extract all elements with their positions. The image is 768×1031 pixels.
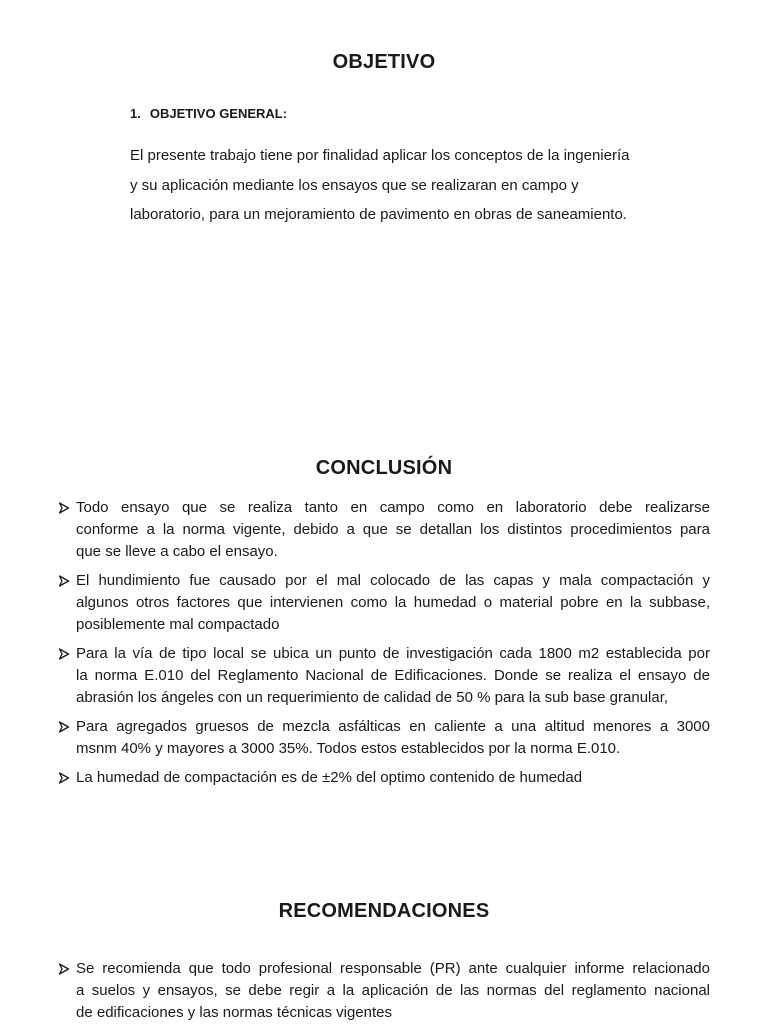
list-item-line: Se recomienda que todo profesional responsable (PR) ante cualquier informe relacionado	[76, 960, 710, 977]
paragraph-line: laboratorio, para un mejoramiento de pavimento en obras de saneamiento.	[130, 206, 627, 223]
list-item-line: de edificaciones y las normas técnicas vigentes	[76, 1004, 392, 1021]
list-item-line: El hundimiento fue causado por el mal colocado de las capas y mala compactación y	[76, 572, 710, 589]
paragraph-line: y su aplicación mediante los ensayos que se realizaran en campo y	[130, 176, 579, 194]
arrowhead-bullet-icon	[58, 772, 70, 784]
arrowhead-bullet-icon	[58, 648, 70, 660]
list-item-line: Para la vía de tipo local se ubica un punto de investigación cada 1800 m2 establecida por	[76, 645, 710, 662]
arrowhead-bullet-icon	[58, 575, 70, 587]
list-item	[58, 643, 710, 709]
subsection-number: 1.	[130, 106, 141, 121]
list-item-text	[76, 497, 710, 563]
subsection-title-objetivo-general	[130, 106, 287, 121]
list-item-text	[76, 958, 710, 1024]
list-item-line: conforme a la norma vigente, debido a que se detallan los distintos procedimientos para	[76, 521, 710, 538]
recomendaciones-list	[58, 958, 710, 1031]
list-item-line: posiblemente mal compactado	[76, 616, 280, 633]
list-item-text	[76, 767, 710, 789]
list-item-line: abrasión los ángeles con un requerimiento de calidad de 50 % para la sub base granular,	[76, 689, 669, 706]
section-title-objetivo: OBJETIVO	[332, 51, 436, 73]
conclusion-list	[58, 497, 710, 796]
list-item-line: la norma E.010 del Reglamento Nacional de Edificaciones. Donde se realiza el ensayo de	[76, 667, 710, 684]
list-item-line: que se lleve a cabo el ensayo.	[76, 543, 278, 560]
section-title-conclusion: CONCLUSIÓN	[315, 457, 453, 479]
list-item-line: Todo ensayo que se realiza tanto en campo como en laboratorio debe realizarse	[76, 499, 710, 516]
paragraph-line: El presente trabajo tiene por finalidad aplicar los conceptos de la ingeniería	[130, 147, 630, 164]
arrowhead-bullet-icon	[58, 963, 70, 975]
list-item-text	[76, 570, 710, 636]
list-item-line: a suelos y ensayos, se debe regir a la aplicación de las normas del reglamento nacional	[76, 982, 710, 999]
arrowhead-bullet-icon	[58, 502, 70, 514]
objetivo-general-paragraph	[130, 141, 690, 230]
subsection-label: OBJETIVO GENERAL:	[149, 106, 288, 121]
list-item-text	[76, 716, 710, 760]
list-item-line: algunos otros factores que intervienen como la humedad o material pobre en la subbase,	[76, 594, 710, 611]
list-item	[58, 570, 710, 636]
list-item-line: La humedad de compactación es de ±2% del optimo contenido de humedad	[76, 769, 583, 786]
list-item	[58, 958, 710, 1024]
list-item	[58, 716, 710, 760]
list-item-line: Para agregados gruesos de mezcla asfálticas en caliente a una altitud menores a 3000	[76, 718, 710, 735]
list-item-text	[76, 643, 710, 709]
list-item-line: msnm 40% y mayores a 3000 35%. Todos estos establecidos por la norma E.010.	[76, 740, 621, 757]
list-item	[58, 767, 710, 789]
arrowhead-bullet-icon	[58, 721, 70, 733]
section-title-recomendaciones: RECOMENDACIONES	[278, 900, 490, 922]
list-item	[58, 497, 710, 563]
